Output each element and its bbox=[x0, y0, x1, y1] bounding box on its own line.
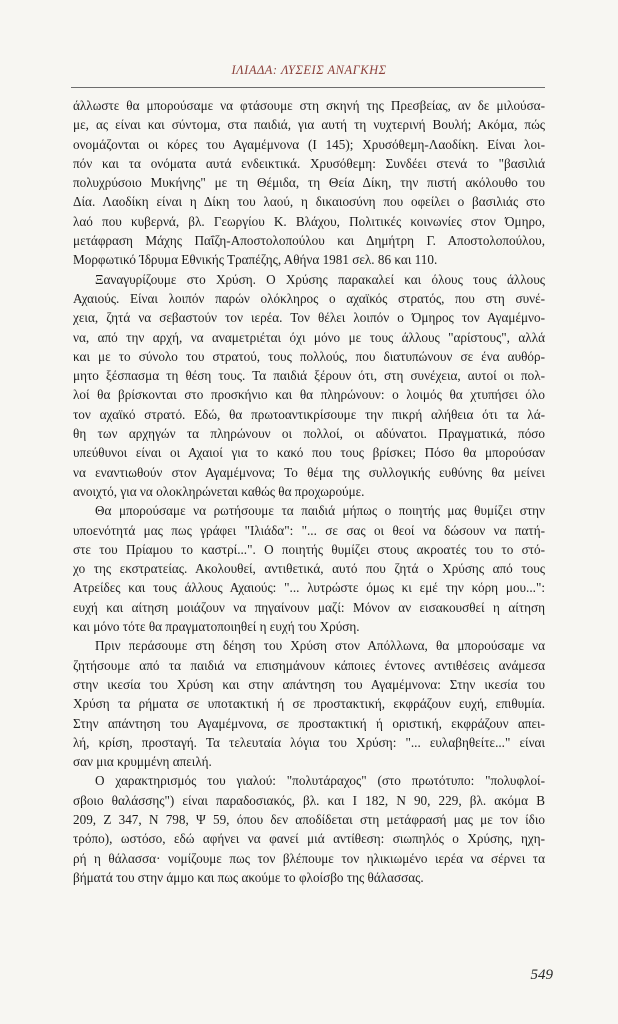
text-line: Χρύση τα ρήματα σε υποτακτική ή σε προστακτική, εκφράζουν ευχή, επιθυμία. bbox=[73, 696, 545, 712]
text-line: ονομάζονται οι κόρες του Αγαμέμνονα (I 145); Χρυσόθεμη-Λαοδίκη. Είναι λοι- bbox=[73, 136, 545, 152]
text-line: να, από την αρχή, να αναμετριέται όχι μόνο με τους άλλους "αρίστους", αλλά bbox=[73, 329, 545, 345]
text-line: Ο χαρακτηρισμός του γιαλού: "πολυτάραχος" (στο πρωτότυπο: "πολυφλοί- bbox=[95, 773, 545, 789]
text-line: ευχή και αίτηση μοιάζουν να πηγαίνουν μαζί: Μόνον αν εισακουσθεί η αίτηση bbox=[73, 599, 545, 615]
text-line: να εναντιωθούν στον Αγαμέμνονα; Το θέμα της συλλογικής ευθύνης θα μείνει bbox=[73, 464, 545, 480]
text-line: χο της εκστρατείας. Ακολουθεί, αντιθετικά, αυτό που ζητά ο Χρύσης από τους bbox=[73, 561, 545, 577]
text-line: χεια, ζητά να σεβαστούν τον ιερέα. Τον θέλει λοιπόν ο Όμηρος τον Αγαμέμνο- bbox=[73, 310, 545, 326]
text-line: μετάφραση Μάχης Παΐζη-Αποστολοπούλου και Δημήτρη Γ. Αποστολοπούλου, bbox=[73, 233, 545, 249]
text-line: με, ας είναι και σύντομα, στα παιδιά, για αυτή τη νυχτερινή Βουλή; Ακόμα, πώς bbox=[73, 117, 545, 133]
running-header: ΙΛΙΑΔΑ: ΛΥΣΕΙΣ ΑΝΑΓΚΗΣ bbox=[231, 63, 387, 77]
text-line: Θα μπορούσαμε να ρωτήσουμε τα παιδιά μήπως ο ποιητής μας θυμίζει στην bbox=[95, 503, 545, 519]
paragraph-4 bbox=[73, 636, 545, 771]
text-line: σβοιο θαλάσσης") είναι παραδοσιακός, βλ. και I 182, N 90, 229, βλ. ακόμα B bbox=[73, 792, 545, 808]
text-line: Πριν περάσουμε στη δέηση του Χρύση στον Απόλλωνα, θα μπορούσαμε να bbox=[95, 638, 545, 654]
text-line: σαν μια κρυμμένη απειλή. bbox=[73, 754, 212, 770]
text-line: και μόνο τότε θα πραγματοποιηθεί η ευχή του Χρύση. bbox=[73, 619, 360, 635]
text-line: πολυχρύσοιο Μυκήνης" με τη Θέμιδα, τη Θεία Δίκη, την πιστή ακόλουθο του bbox=[73, 175, 545, 191]
text-line: τον αχαϊκό στρατό. Εδώ, θα πρωτοαντικρίσουμε την πικρή αλήθεια ότι τα λά- bbox=[73, 406, 545, 422]
text-line: λαό που κυβερνά, βλ. Γεωργίου Κ. Βλάχου, Πολιτικές κοινωνίες στον Όμηρο, bbox=[73, 213, 545, 229]
text-line: Αχαιούς. Είναι λοιπόν παρών ολόκληρος ο αχαϊκός στρατός, που στη συνέ- bbox=[73, 290, 545, 306]
text-line: πόν και τα ονόματα αυτά ενδεικτικά. Χρυσόθεμη: Συνδέει στενά το "βασιλιά bbox=[73, 155, 545, 171]
text-line: στε του Πρίαμου το καστρί...". Ο ποιητής θυμίζει στους ακροατές του το στό- bbox=[73, 541, 545, 557]
text-line: λή, κρίση, προσταγή. Τα τελευταία λόγια του Χρύση: "... ευλαβηθείτε..." είναι bbox=[73, 734, 545, 750]
text-line: 209, Z 347, N 798, Ψ 59, όπου δεν αποδίδεται στη μετάφρασή μας με τον ίδιο bbox=[73, 811, 545, 827]
text-line: ζητήσουμε από τα παιδιά να επισημάνουν κάποιες έντονες αντιθέσεις ανάμεσα bbox=[73, 657, 545, 673]
text-line: άλλωστε θα μπορούσαμε να φτάσουμε στη σκηνή της Πρεσβείας, αν δε μιλούσα- bbox=[73, 98, 545, 113]
paragraph-1 bbox=[73, 96, 545, 270]
text-line: Μορφωτικό Ίδρυμα Εθνικής Τραπέζης, Αθήνα 1981 σελ. 86 και 110. bbox=[73, 252, 438, 268]
text-line: Ξαναγυρίζουμε στο Χρύση. Ο Χρύσης παρακαλεί και όλους τους άλλους bbox=[95, 271, 545, 287]
text-line: Δία. Λαοδίκη είναι η Δίκη του λαού, η δικαιοσύνη που οφείλει ο βασιλιάς στο bbox=[73, 194, 545, 210]
text-line: βήματά του στην άμμο και πως ακούμε το φλοίσβο της θάλασσας. bbox=[73, 869, 424, 885]
text-line: τρόπο), ωστόσο, εδώ αφήνει να φανεί μιά αντίθεση: σιωπηλός ο Χρύσης, ηχη- bbox=[73, 831, 545, 847]
header-rule bbox=[71, 87, 545, 88]
text-line: λοί θα βρίσκονται στο προσκήνιο και θα πληρώνουν: ο λοιμός θα χτυπήσει όλο bbox=[73, 387, 545, 403]
body-text bbox=[73, 96, 545, 887]
text-line: ανοιχτό, για να ολοκληρώνεται καθώς θα προχωρούμε. bbox=[73, 483, 365, 499]
text-line: υπεύθυνοι είναι οι Αχαιοί για το κακό που τους βρίσκει; Πόσο θα μπορούσαν bbox=[73, 445, 545, 461]
text-line: υποενότητά μας πως γράφει "Ιλιάδα": "... σε σας οι θεοί να δώσουν να πατή- bbox=[73, 522, 545, 538]
paragraph-5 bbox=[73, 771, 545, 887]
page-number: 549 bbox=[530, 967, 553, 983]
paragraph-2 bbox=[73, 270, 545, 502]
paragraph-3 bbox=[73, 501, 545, 636]
text-line: ρή η θάλασσα· νομίζουμε πως τον βλέπουμε τον ηλικιωμένο ιερέα να σέρνει τα bbox=[73, 850, 545, 866]
text-line: Ατρείδες και τους άλλους Αχαιούς: "... λυτρώστε όμως κι εμέ την κόρη μου...": bbox=[73, 580, 545, 596]
text-line: και με το σύνολο του στρατού, τους πολλούς, που διατυπώνουν σε ένα αυθόρ- bbox=[73, 348, 545, 364]
text-line: στην ικεσία του Χρύση και στην απάντηση του Αγαμέμνονα: Στην ικεσία του bbox=[73, 676, 545, 692]
text-line: θη των αρχηγών τα πληρώνουν οι πολλοί, οι αδύνατοι. Πραγματικά, πόσο bbox=[73, 426, 545, 442]
text-line: μητο ξέσπασμα τη θέση τους. Τα παιδιά ξέρουν ότι, στη συνέχεια, αυτοί οι πολ- bbox=[73, 368, 545, 384]
text-line: Στην απάντηση του Αγαμέμνονα, σε προστακτική ή οριστική, εκφράζουν απει- bbox=[73, 715, 545, 731]
